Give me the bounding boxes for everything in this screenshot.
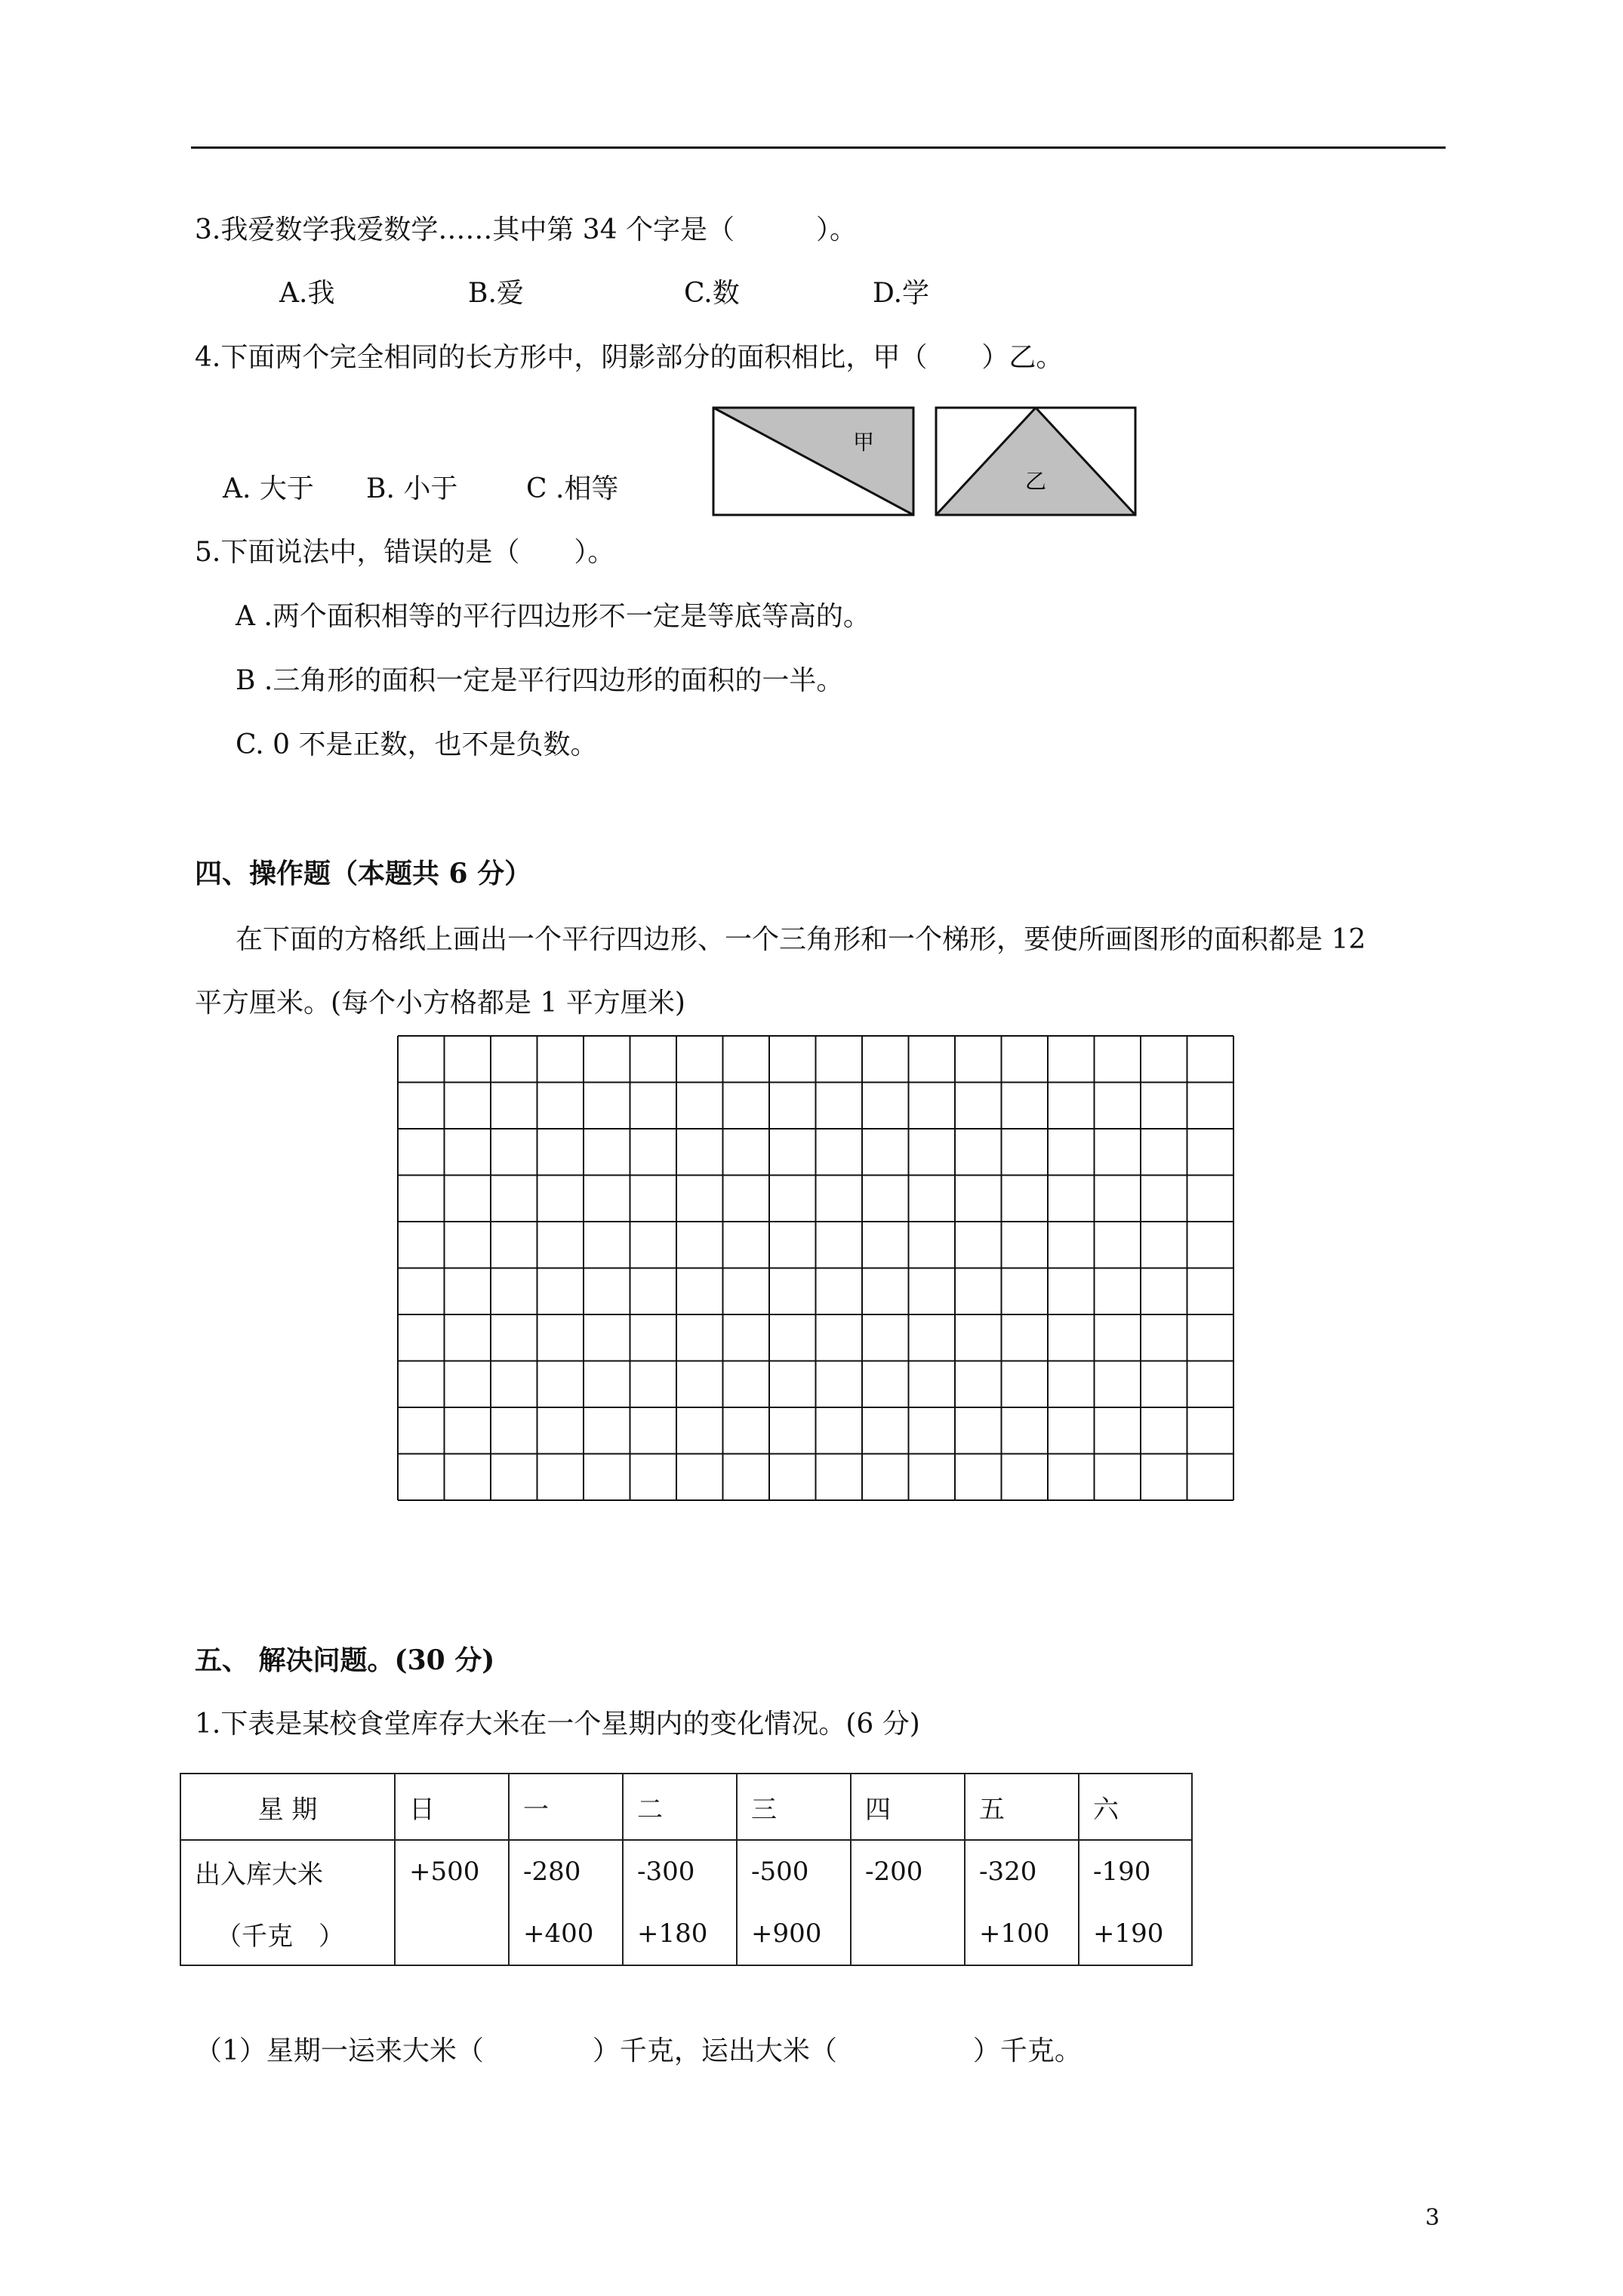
label-yi: 乙 — [1025, 469, 1047, 494]
q3-option-b: B.爱 — [468, 278, 524, 309]
q5-stem: 5.下面说法中，错误的是（ ）。 — [195, 537, 615, 568]
square-grid-paper[interactable] — [396, 1034, 1235, 1502]
cell-out-sun: +500 — [395, 1840, 509, 1903]
header-day-mon: 一 — [509, 1774, 623, 1840]
q3-stem: 3.我爱数学我爱数学……其中第 34 个字是（ ）。 — [195, 214, 858, 245]
q3-option-a: A.我 — [279, 278, 335, 309]
header-day-tue: 二 — [623, 1774, 737, 1840]
shaded-region-yi — [936, 408, 1135, 515]
q4-option-c: C .相等 — [526, 473, 619, 504]
section5-q1-stem: 1.下表是某校食堂库存大米在一个星期内的变化情况。(6 分) — [195, 1709, 920, 1740]
q4-option-a: A. 大于 — [223, 473, 314, 504]
q4-rectangles-figure — [710, 404, 1147, 519]
cell-out-tue: -300 — [623, 1840, 737, 1903]
section5-title: 五、 解决问题。(30 分) — [195, 1644, 495, 1676]
page-number: 3 — [1425, 2205, 1440, 2231]
cell-out-mon: -280 — [509, 1840, 623, 1903]
cell-out-thu: -200 — [851, 1840, 965, 1903]
section4-title: 四、操作题（本题共 6 分） — [195, 858, 532, 889]
cell-out-sat: -190 — [1079, 1840, 1192, 1903]
header-weekday-label: 星 期 — [180, 1774, 395, 1840]
header-day-fri: 五 — [965, 1774, 1079, 1840]
rectangle-jia — [713, 408, 913, 515]
row-label-line1: 出入库大米 — [180, 1840, 395, 1903]
header-day-thu: 四 — [851, 1774, 965, 1840]
q5-option-b: B .三角形的面积一定是平行四边形的面积的一半。 — [236, 665, 844, 696]
cell-in-sat: +190 — [1079, 1903, 1192, 1965]
rice-inventory-table — [180, 1773, 1193, 1966]
header-day-sun: 日 — [395, 1774, 509, 1840]
header-day-wed: 三 — [737, 1774, 851, 1840]
cell-out-wed: -500 — [737, 1840, 851, 1903]
q4-option-b: B. 小于 — [366, 473, 458, 504]
label-jia: 甲 — [853, 430, 875, 455]
cell-in-mon: +400 — [509, 1903, 623, 1965]
section4-instruction-line1: 在下面的方格纸上画出一个平行四边形、一个三角形和一个梯形，要使所画图形的面积都是 12 — [236, 924, 1366, 955]
row-label-line2: （千克 ） — [180, 1903, 395, 1965]
q3-option-c: C.数 — [684, 278, 740, 309]
cell-in-wed: +900 — [737, 1903, 851, 1965]
q3-option-d: D.学 — [873, 278, 930, 309]
section5-subquestion-1: （1）星期一运来大米（ ）千克，运出大米（ ）千克。 — [195, 2036, 1082, 2066]
cell-in-sun — [395, 1903, 509, 1965]
header-day-sat: 六 — [1079, 1774, 1192, 1840]
q4-stem: 4.下面两个完全相同的长方形中，阴影部分的面积相比，甲（ ）乙。 — [195, 342, 1064, 373]
q5-option-a: A .两个面积相等的平行四边形不一定是等底等高的。 — [236, 601, 870, 632]
section4-instruction-line2: 平方厘米。(每个小方格都是 1 平方厘米) — [195, 988, 685, 1019]
cell-out-fri: -320 — [965, 1840, 1079, 1903]
cell-in-thu — [851, 1903, 965, 1965]
header-rule — [191, 146, 1446, 149]
rectangle-yi — [936, 408, 1135, 515]
q5-option-c: C. 0 不是正数，也不是负数。 — [236, 729, 598, 760]
cell-in-fri: +100 — [965, 1903, 1079, 1965]
cell-in-tue: +180 — [623, 1903, 737, 1965]
